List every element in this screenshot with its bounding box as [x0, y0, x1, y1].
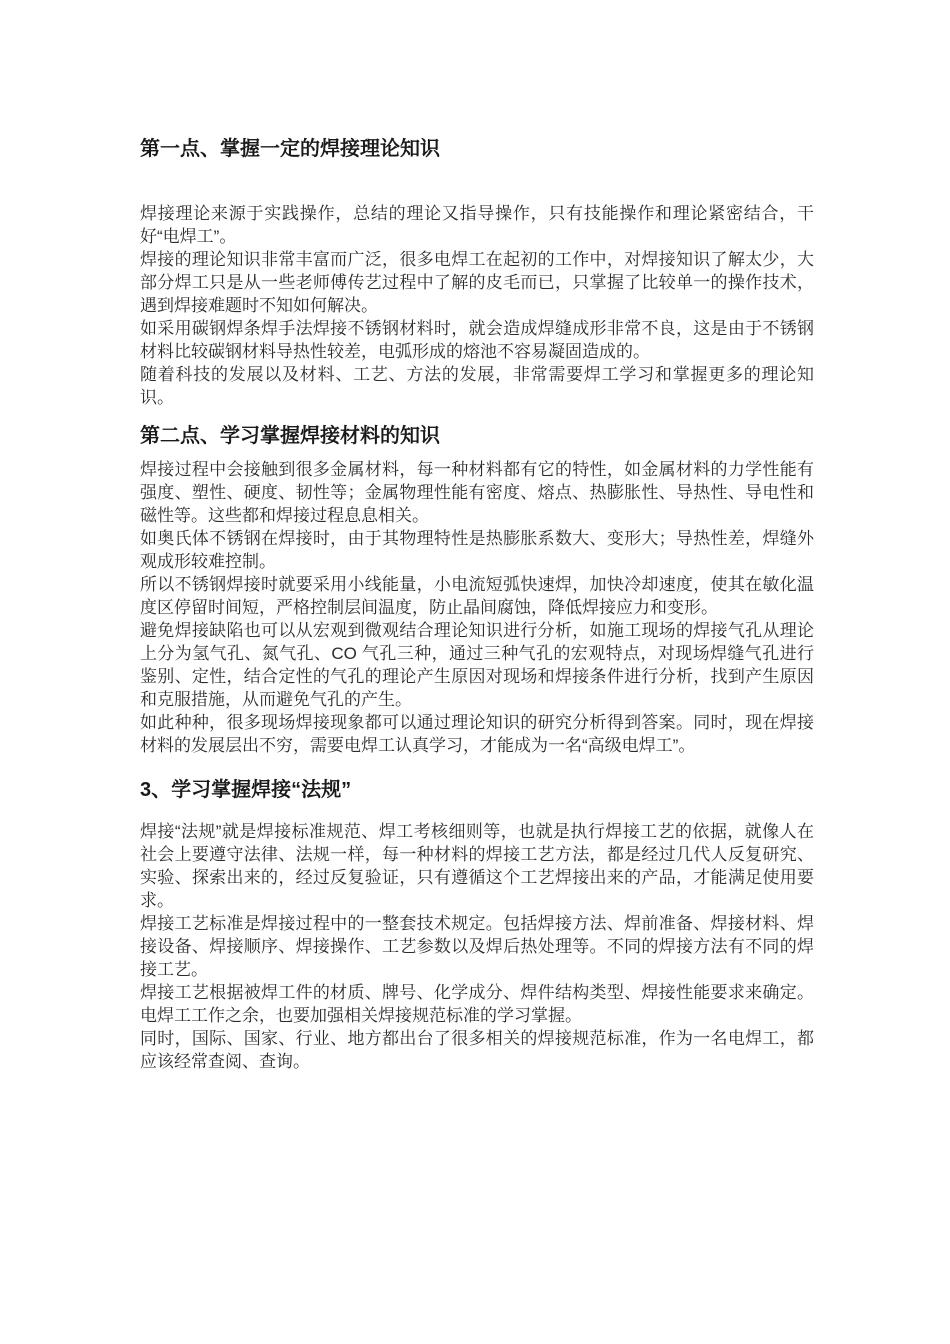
paragraph: 焊接的理论知识非常丰富而广泛，很多电焊工在起初的工作中，对焊接知识了解太少，大部分焊工只是从一些老师傅传艺过程中了解的皮毛而已，只掌握了比较单一的操作技术，遇到焊接难题时不知如何解决。 [140, 250, 814, 315]
paragraph: 如采用碳钢焊条焊手法焊接不锈钢材料时，就会造成焊缝成形非常不良，这是由于不锈钢材料比较碳钢材料导热性较差，电弧形成的熔池不容易凝固造成的。 [140, 319, 814, 361]
paragraph: 焊接理论来源于实践操作，总结的理论又指导操作，只有技能操作和理论紧密结合，干好“电焊工”。 [140, 204, 814, 246]
paragraph: 如此种种，很多现场焊接现象都可以通过理论知识的研究分析得到答案。同时，现在焊接材料的发展层出不穷，需要电焊工认真学习，才能成为一名“高级电焊工”。 [140, 713, 814, 755]
paragraph: 避免焊接缺陷也可以从宏观到微观结合理论知识进行分析，如施工现场的焊接气孔从理论上分为氢气孔、氮气孔、CO 气孔三种，通过三种气孔的宏观特点，对现场焊缝气孔进行鉴别、定性，结合定性的气孔的理论产生原因对现场和焊接条件进行分析，找到产生原因和克服措施，从而避免气孔的产生。 [140, 621, 814, 709]
paragraph: 随着科技的发展以及材料、工艺、方法的发展，非常需要焊工学习和掌握更多的理论知识。 [140, 365, 814, 407]
paragraph: 如奥氏体不锈钢在焊接时，由于其物理特性是热膨胀系数大、变形大；导热性差，焊缝外观成形较难控制。 [140, 529, 814, 571]
paragraph: 同时，国际、国家、行业、地方都出台了很多相关的焊接规范标准，作为一名电焊工，都应该经常查阅、查询。 [140, 1029, 814, 1071]
paragraph: 所以不锈钢焊接时就要采用小线能量，小电流短弧快速焊，加快冷却速度，使其在敏化温度区停留时间短，严格控制层间温度，防止晶间腐蚀，降低焊接应力和变形。 [140, 575, 814, 617]
section-heading-theory: 第一点、掌握一定的焊接理论知识 [140, 138, 440, 160]
paragraph: 焊接工艺标准是焊接过程中的一整套技术规定。包括焊接方法、焊前准备、焊接材料、焊接设备、焊接顺序、焊接操作、工艺参数以及焊后热处理等。不同的焊接方法有不同的焊接工艺。 [140, 914, 814, 979]
paragraph: 焊接“法规”就是焊接标准规范、焊工考核细则等，也就是执行焊接工艺的依据，就像人在社会上要遵守法律、法规一样，每一种材料的焊接工艺方法，都是经过几代人反复研究、实验、探索出来的，经过反复验证，只有遵循这个工艺焊接出来的产品，才能满足使用要求。 [140, 822, 814, 910]
section-heading-materials: 第二点、学习掌握焊接材料的知识 [140, 425, 440, 447]
paragraph: 焊接工艺根据被焊工件的材质、牌号、化学成分、焊件结构类型、焊接性能要求来确定。电焊工工作之余，也要加强相关焊接规范标准的学习掌握。 [140, 983, 814, 1025]
paragraph: 焊接过程中会接触到很多金属材料，每一种材料都有它的特性，如金属材料的力学性能有强度、塑性、硬度、韧性等；金属物理性能有密度、熔点、热膨胀性、导热性、导电性和磁性等。这些都和焊接过程息息相关。 [140, 460, 814, 525]
section-heading-regulations: 3、学习掌握焊接“法规” [140, 779, 352, 801]
